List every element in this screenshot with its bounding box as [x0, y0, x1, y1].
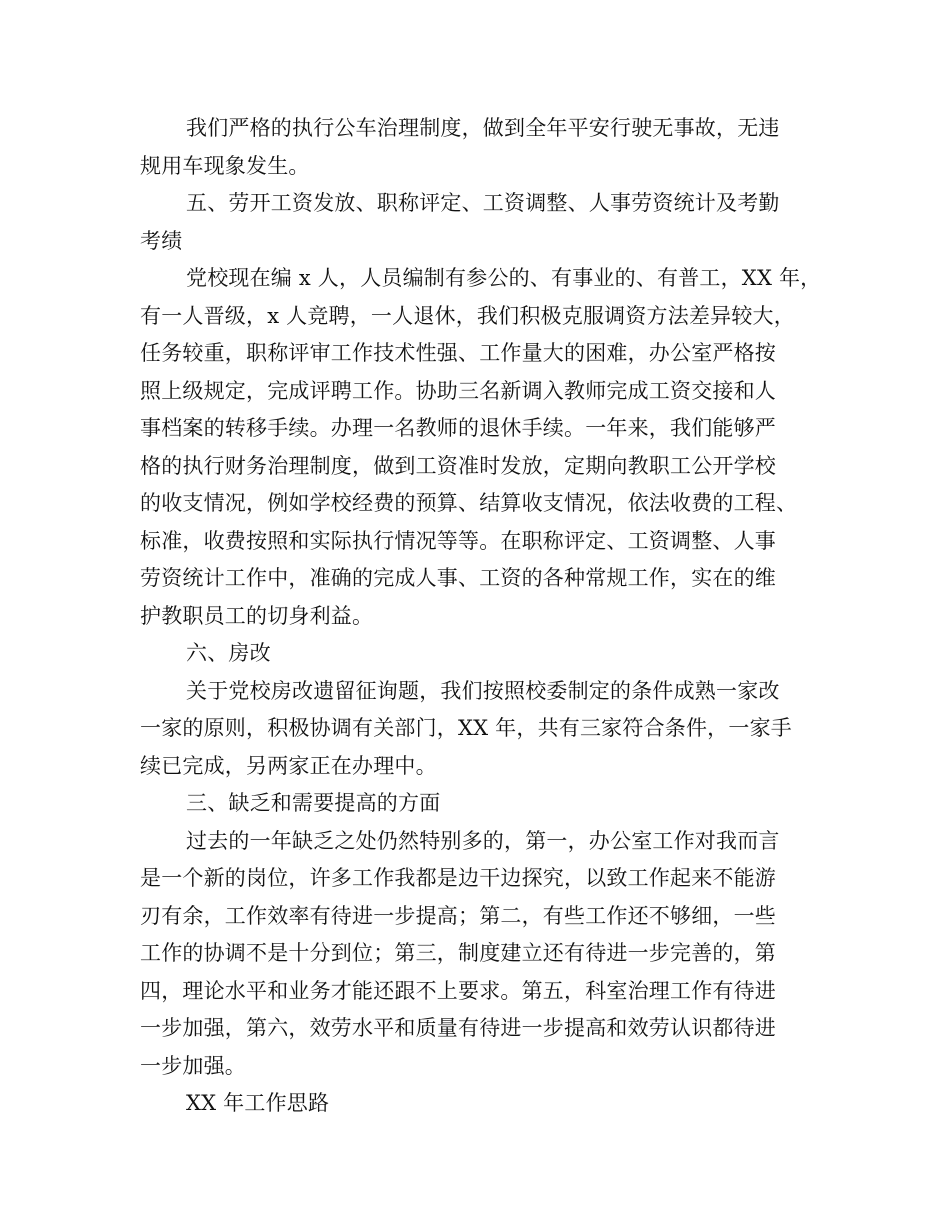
document-body — [140, 110, 820, 1123]
paragraph-line: 任务较重，职称评审工作技术性强、工作量大的困难，办公室严格按 — [140, 341, 776, 365]
section-heading: 三、缺乏和需要提高的方面 — [186, 791, 441, 815]
paragraph-line: 标准，收费按照和实际执行情况等等。在职称评定、工资调整、人事 — [140, 528, 776, 553]
paragraph-line: 是一个新的岗位，许多工作我都是边干边探究，以致工作起来不能游 — [140, 866, 776, 890]
paragraph-line: 四，理论水平和业务才能还跟不上要求。第五，科室治理工作有待进 — [140, 978, 776, 1003]
paragraph-line: 格的执行财务治理制度，做到工资准时发放，定期向教职工公开学校 — [140, 453, 776, 478]
section-heading: 六、房改 — [186, 641, 271, 665]
paragraph-line: 关于党校房改遗留征询题，我们按照校委制定的条件成熟一家改 — [186, 678, 780, 703]
paragraph-line: 照上级规定，完成评聘工作。协助三名新调入教师完成工资交接和人 — [140, 378, 776, 403]
section-heading: XX 年工作思路 — [186, 1091, 330, 1115]
paragraph-line: 过去的一年缺乏之处仍然特别多的，第一，办公室工作对我而言 — [186, 828, 780, 853]
paragraph-line: 的收支情况，例如学校经费的预算、结算收支情况，依法收费的工程、 — [140, 491, 798, 515]
paragraph-line: 事档案的转移手续。办理一名教师的退休手续。一年来，我们能够严 — [140, 416, 776, 440]
paragraph-line: 劳资统计工作中，准确的完成人事、工资的各种常规工作，实在的维 — [140, 566, 776, 590]
section-heading: 五、劳开工资发放、职称评定、工资调整、人事劳资统计及考勤 — [186, 191, 780, 215]
paragraph-line: 一步加强。 — [140, 1053, 246, 1078]
paragraph-line: 刃有余，工作效率有待进一步提高；第二，有些工作还不够细，一些 — [140, 903, 776, 928]
paragraph-line: 续已完成，另两家正在办理中。 — [140, 753, 437, 778]
paragraph-line: 护教职员工的切身利益。 — [140, 603, 374, 628]
paragraph-line: 一步加强，第六，效劳水平和质量有待进一步提高和效劳认识都待进 — [140, 1016, 776, 1040]
paragraph-line: 规用车现象发生。 — [140, 153, 310, 178]
paragraph-line: 工作的协调不是十分到位；第三，制度建立还有待进一步完善的，第 — [140, 941, 776, 965]
section-heading-continued: 考绩 — [140, 228, 183, 253]
paragraph-line: 党校现在编 x 人，人员编制有参公的、有事业的、有普工，XX 年， — [186, 266, 822, 290]
paragraph-line: 一家的原则，积极协调有关部门，XX 年，共有三家符合条件，一家手 — [140, 716, 792, 740]
paragraph-line: 有一人晋级，x 人竞聘，一人退休，我们积极克服调资方法差异较大， — [140, 303, 795, 328]
paragraph-line: 我们严格的执行公车治理制度，做到全年平安行驶无事故，无违 — [186, 116, 780, 140]
